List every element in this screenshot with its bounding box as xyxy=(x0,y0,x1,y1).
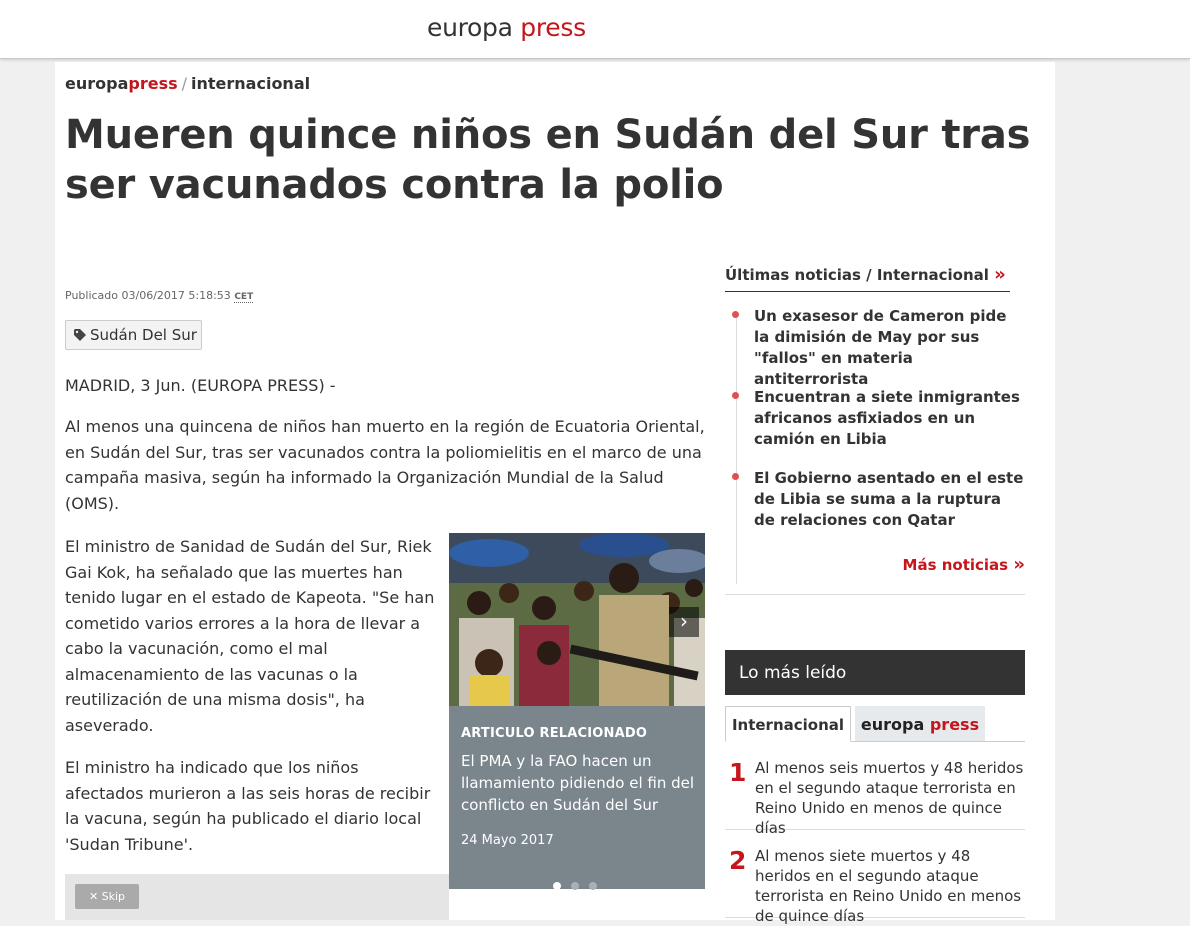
tag-icon xyxy=(74,329,86,341)
carousel-next-button[interactable] xyxy=(669,607,699,637)
carousel-dot[interactable] xyxy=(571,882,579,890)
news-item[interactable] xyxy=(754,387,1024,450)
tab-internacional[interactable]: Internacional xyxy=(725,706,851,742)
related-title[interactable]: El PMA y la FAO hacen un llamamiento pidiendo el fin del conflicto en Sudán del Sur xyxy=(461,752,695,814)
breadcrumb-separator: / xyxy=(181,74,188,93)
breadcrumb xyxy=(65,74,310,93)
bullet-dot-icon xyxy=(732,473,739,480)
carousel-dot[interactable] xyxy=(589,882,597,890)
logo-europa: europa xyxy=(427,13,513,42)
news-item[interactable] xyxy=(754,306,1024,390)
article-paragraph: El ministro de Sanidad de Sudán del Sur, Riek Gai Kok, ha señalado que las muertes han tenido lugar en el estado de Kapeota. "Se han cometido varios errores a la hora de llevar a cabo la vacunación, como el mal almacenamiento de las vacunas o la reutilización de una misma dosis", ha aseverado. xyxy=(65,537,435,735)
tab-europa-press[interactable] xyxy=(855,706,985,741)
most-read-heading: Lo más leído xyxy=(725,650,1025,695)
breadcrumb-europa: europa xyxy=(65,74,129,93)
breadcrumb-press: press xyxy=(128,74,178,93)
tab-europa-label: europa xyxy=(860,715,925,734)
latest-news-heading[interactable] xyxy=(725,264,1010,292)
news-item-text: El Gobierno asentado en el este de Libia se suma a la ruptura de relaciones con Qatar xyxy=(754,469,1024,529)
site-header xyxy=(0,0,1190,59)
bullet-dot-icon xyxy=(732,392,739,399)
article-title: Mueren quince niños en Sudán del Sur tras ser vacunados contra la polio xyxy=(65,112,1031,208)
chevron-right-icon: › xyxy=(680,609,688,633)
site-logo[interactable] xyxy=(427,13,586,42)
logo-press: press xyxy=(520,13,586,42)
rank-number: 1 xyxy=(729,758,747,787)
publish-date xyxy=(65,289,253,302)
article-paragraph: El ministro ha indicado que los niños afectados murieron a las seis horas de recibir la vacuna, según ha publicado el diario local 'Sudan Tribune'. xyxy=(65,758,431,854)
related-label: ARTICULO RELACIONADO xyxy=(461,726,648,741)
article-paragraph: Al menos una quincena de niños han muerto en la región de Ecuatoria Oriental, en Sudán del Sur, tras ser vacunados contra la poliomielitis en el marco de una campaña masiva, según ha informado la Organización Mundial de la Salud (OMS). xyxy=(65,417,705,513)
publish-date-text: Publicado 03/06/2017 5:18:53 xyxy=(65,289,231,302)
latest-news-title: Últimas noticias / Internacional xyxy=(725,266,989,284)
news-item[interactable] xyxy=(754,468,1024,531)
ad-bar xyxy=(65,874,449,920)
tag-label: Sudán Del Sur xyxy=(90,326,197,344)
divider xyxy=(725,594,1025,595)
news-item-text: Encuentran a siete inmigrantes africanos asfixiados en un camión en Libia xyxy=(754,388,1020,448)
breadcrumb-home[interactable] xyxy=(65,74,178,93)
most-read-text: Al menos seis muertos y 48 heridos en el segundo ataque terrorista en Reino Unido en menos de quince días xyxy=(755,759,1024,837)
double-chevron-right-icon: » xyxy=(1013,554,1025,575)
related-article-photo xyxy=(449,533,705,706)
skip-ad-button[interactable]: ✕ Skip xyxy=(75,884,139,909)
double-chevron-right-icon: » xyxy=(994,264,1006,285)
article-page xyxy=(55,62,1055,925)
most-read-item[interactable] xyxy=(725,758,1025,837)
article-paragraph: MADRID, 3 Jun. (EUROPA PRESS) - xyxy=(65,376,336,395)
rank-number: 2 xyxy=(729,846,747,875)
most-read-item[interactable] xyxy=(725,846,1025,925)
timeline-line xyxy=(736,314,737,584)
breadcrumb-section[interactable]: internacional xyxy=(191,74,311,93)
more-news-link[interactable] xyxy=(903,554,1025,575)
most-read-text: Al menos siete muertos y 48 heridos en el segundo ataque terrorista en Reino Unido en menos de quince días xyxy=(755,847,1022,925)
bullet-dot-icon xyxy=(732,311,739,318)
crowd-photo xyxy=(449,533,705,706)
related-article-card[interactable] xyxy=(449,533,705,889)
tab-press-label: press xyxy=(929,715,980,734)
related-date: 24 Mayo 2017 xyxy=(461,833,554,848)
most-read-tabs xyxy=(725,706,1025,742)
timezone: CET xyxy=(234,292,254,302)
news-item-text: Un exasesor de Cameron pide la dimisión de May por sus "fallos" en materia antiterrorista xyxy=(754,307,1007,388)
carousel-dots xyxy=(553,875,607,894)
carousel-dot[interactable] xyxy=(553,882,561,890)
more-news-label: Más noticias xyxy=(902,556,1009,574)
tag-sudan-del-sur[interactable] xyxy=(65,320,202,350)
